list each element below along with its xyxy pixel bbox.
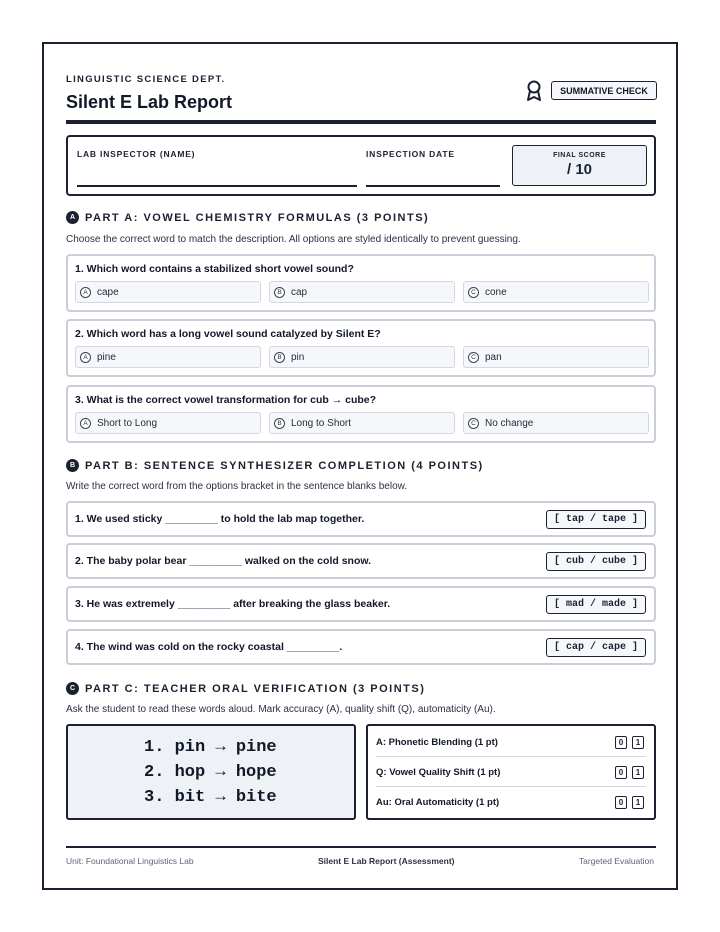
verification-checklist: [366, 724, 656, 820]
final-score-value: / 10: [566, 161, 593, 178]
option-b[interactable]: [269, 346, 455, 368]
option-letter: C: [468, 418, 479, 429]
checklist-row: [368, 727, 654, 757]
part-a-heading: [66, 211, 429, 224]
checklist-row: [368, 787, 654, 817]
sentence-card[interactable]: [66, 586, 656, 622]
word-options-bracket: [ mad / made ]: [546, 595, 646, 614]
part-c-marker: C: [66, 682, 79, 695]
part-b-title: PART B: SENTENCE SYNTHESIZER COMPLETION (4 POINTS): [85, 459, 484, 472]
footer-title: Silent E Lab Report (Assessment): [318, 856, 455, 866]
part-a-marker: A: [66, 211, 79, 224]
option-c[interactable]: [463, 281, 649, 303]
final-score-box[interactable]: [512, 145, 647, 186]
option-letter: B: [274, 418, 285, 429]
sentence-text: 3. He was extremely _________ after breaking the glass beaker.: [75, 598, 391, 610]
sentence-card[interactable]: [66, 501, 656, 537]
inspection-date-label: INSPECTION DATE: [366, 149, 455, 159]
reading-word: 3. bit → bite: [144, 788, 277, 807]
option-text: pine: [97, 351, 116, 363]
sentence-card[interactable]: [66, 629, 656, 665]
option-text: cape: [97, 286, 119, 298]
sentence-card[interactable]: [66, 543, 656, 579]
question-card: [66, 319, 656, 377]
option-b[interactable]: [269, 281, 455, 303]
part-b-marker: B: [66, 459, 79, 472]
part-c-title: PART C: TEACHER ORAL VERIFICATION (3 POINTS): [85, 682, 426, 695]
inspector-name-label: LAB INSPECTOR (NAME): [77, 149, 196, 159]
option-letter: B: [274, 352, 285, 363]
option-a[interactable]: [75, 281, 261, 303]
option-c[interactable]: [463, 412, 649, 434]
word-options-bracket: [ cub / cube ]: [546, 552, 646, 571]
mark-one-box[interactable]: 1: [632, 766, 644, 779]
option-letter: A: [80, 418, 91, 429]
page-title: Silent E Lab Report: [66, 92, 233, 112]
question-text: 2. Which word has a long vowel sound catalyzed by Silent E?: [75, 328, 381, 340]
sentence-text: 4. The wind was cold on the rocky coastal _________.: [75, 641, 343, 653]
footer-divider: [66, 846, 656, 848]
option-a[interactable]: [75, 346, 261, 368]
part-a-description: Choose the correct word to match the description. All options are styled identically to prevent guessing.: [66, 234, 521, 245]
award-ribbon-icon: [525, 80, 543, 102]
sentence-text: 2. The baby polar bear _________ walked on the cold snow.: [75, 555, 372, 567]
mark-zero-box[interactable]: 0: [615, 766, 627, 779]
option-text: No change: [485, 417, 534, 429]
check-label: Au: Oral Automaticity (1 pt): [376, 797, 500, 808]
option-c[interactable]: [463, 346, 649, 368]
reading-word: 2. hop → hope: [144, 763, 277, 782]
part-c-description: Ask the student to read these words aloud. Mark accuracy (A), quality shift (Q), automaticity (Au).: [66, 704, 496, 715]
option-text: cap: [291, 286, 308, 298]
final-score-label: FINAL SCORE: [553, 152, 606, 159]
footer-evaluation: Targeted Evaluation: [578, 856, 654, 866]
part-b-heading: [66, 459, 484, 472]
option-text: Short to Long: [97, 417, 158, 429]
option-letter: B: [274, 287, 285, 298]
summative-check-badge: SUMMATIVE CHECK: [551, 81, 657, 100]
part-c-heading: [66, 682, 425, 695]
option-b[interactable]: [269, 412, 455, 434]
option-text: Long to Short: [291, 417, 352, 429]
inspection-date-field[interactable]: [366, 185, 500, 187]
check-label: Q: Vowel Quality Shift (1 pt): [376, 767, 501, 778]
oral-reading-words-box: [66, 724, 356, 820]
question-card: [66, 254, 656, 312]
word-options-bracket: [ cap / cape ]: [546, 638, 646, 657]
mark-one-box[interactable]: 1: [632, 796, 644, 809]
option-letter: A: [80, 352, 91, 363]
option-letter: A: [80, 287, 91, 298]
question-text: 1. Which word contains a stabilized short vowel sound?: [75, 263, 354, 275]
option-letter: C: [468, 352, 479, 363]
inspector-name-field[interactable]: [77, 185, 357, 187]
department-label: LINGUISTIC SCIENCE DEPT.: [66, 74, 226, 85]
mark-one-box[interactable]: 1: [632, 736, 644, 749]
part-a-title: PART A: VOWEL CHEMISTRY FORMULAS (3 POINTS): [85, 211, 430, 224]
mark-zero-box[interactable]: 0: [615, 796, 627, 809]
option-letter: C: [468, 287, 479, 298]
option-a[interactable]: [75, 412, 261, 434]
checklist-row: [368, 757, 654, 787]
sentence-text: 1. We used sticky _________ to hold the lab map together.: [75, 513, 365, 525]
inspector-info-box: [66, 135, 656, 196]
question-text: 3. What is the correct vowel transformation for cub → cube?: [75, 394, 377, 406]
worksheet-page: [42, 42, 678, 890]
part-b-description: Write the correct word from the options bracket in the sentence blanks below.: [66, 481, 408, 492]
header-divider: [66, 120, 656, 124]
option-text: pan: [485, 351, 502, 363]
mark-zero-box[interactable]: 0: [615, 736, 627, 749]
check-label: A: Phonetic Blending (1 pt): [376, 737, 498, 748]
option-text: cone: [485, 286, 507, 298]
option-text: pin: [291, 351, 305, 363]
footer-unit: Unit: Foundational Linguistics Lab: [66, 856, 194, 866]
word-options-bracket: [ tap / tape ]: [546, 510, 646, 529]
reading-word: 1. pin → pine: [144, 738, 277, 757]
question-card: [66, 385, 656, 443]
